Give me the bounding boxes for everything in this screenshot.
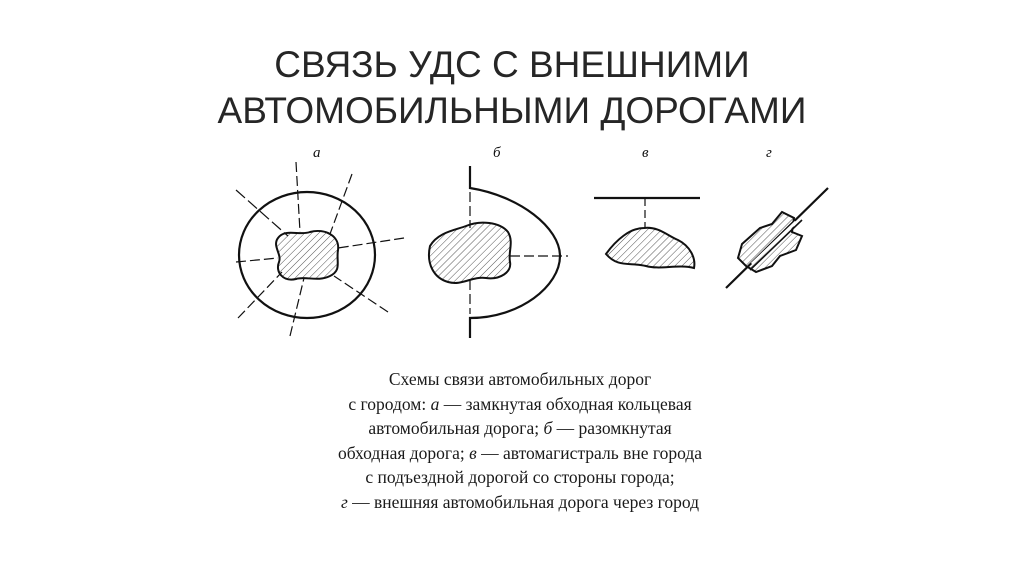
scheme-g-through-road bbox=[726, 188, 828, 288]
label-b: б bbox=[493, 145, 501, 161]
caption-key-g: г bbox=[340, 491, 348, 512]
caption-key-b: б bbox=[543, 418, 553, 438]
city-shape-v bbox=[606, 228, 694, 268]
figure-caption bbox=[270, 367, 770, 514]
caption-line-3-pre: автомобильная дорога; bbox=[368, 418, 544, 438]
caption-line-3-post: — разомкнутая bbox=[552, 418, 672, 438]
title-line-2: АВТОМОБИЛЬНЫМИ ДОРОГАМИ bbox=[217, 90, 807, 131]
caption-line-4-post: — автомагистраль вне города bbox=[476, 442, 702, 463]
caption-line-2 bbox=[270, 392, 770, 417]
caption-line-5: с подъездной дорогой со стороны города; bbox=[365, 467, 675, 487]
caption-line-2-post: — замкнутая обходная кольцевая bbox=[439, 393, 692, 414]
scheme-v-motorway bbox=[594, 198, 700, 268]
city-shape-a bbox=[276, 231, 338, 280]
caption-key-v: в bbox=[469, 442, 477, 463]
caption-line-6 bbox=[270, 490, 770, 515]
label-v: в bbox=[642, 145, 649, 161]
label-a: а bbox=[313, 145, 321, 161]
caption-key-a: а bbox=[430, 393, 440, 414]
label-g: г bbox=[766, 145, 772, 161]
caption-line-4 bbox=[270, 441, 770, 466]
caption-line-4-pre: обходная дорога; bbox=[338, 442, 470, 463]
caption-line-3 bbox=[270, 416, 770, 441]
scheme-a-ring-road bbox=[236, 162, 404, 336]
caption-line-1: Схемы связи автомобильных дорог bbox=[388, 369, 652, 389]
caption-line-6-post: — внешняя автомобильная дорога через город bbox=[347, 491, 700, 512]
through-road-line-1 bbox=[726, 188, 828, 288]
title-line-1: СВЯЗЬ УДС С ВНЕШНИМИ bbox=[274, 44, 750, 85]
city-shape-g bbox=[738, 212, 802, 272]
caption-line-2-pre: с городом: bbox=[348, 393, 431, 414]
scheme-b-open-bypass bbox=[429, 166, 568, 338]
city-shape-b bbox=[429, 223, 511, 283]
